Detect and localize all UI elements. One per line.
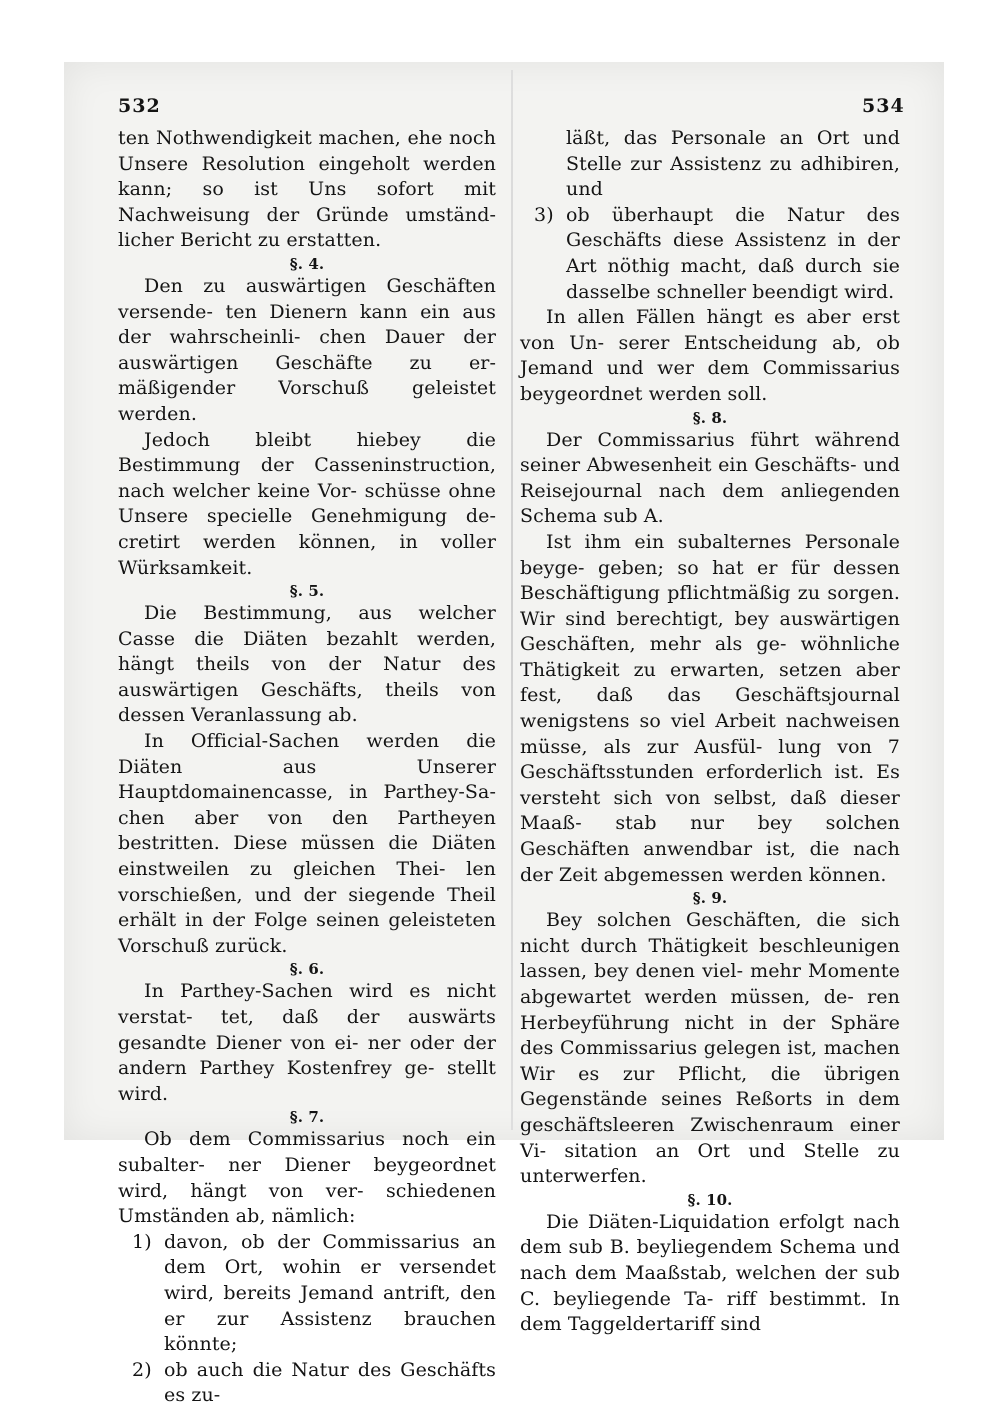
book-gutter	[511, 70, 513, 1130]
paragraph: Jedoch bleibt hiebey die Bestimmung der Casseninstruction, nach welcher keine Vor- schüsse ohne Unsere specielle Genehmigung de- cretirt werden können, in voller Würksamkeit.	[118, 428, 496, 579]
section-heading-9: §. 9.	[692, 889, 728, 908]
section-heading-7: §. 7.	[289, 1108, 325, 1127]
paragraph: Den zu auswärtigen Geschäften versende- ten Dienern kann ein aus der wahrscheinli- chen Dauer der auswärtigen Geschäfte zu er- mäßigender Vorschuß geleistet werden.	[118, 274, 497, 425]
page-number-right: 534	[862, 95, 905, 117]
left-page-text	[118, 126, 496, 1409]
paragraph: In Parthey-Sachen wird es nicht verstat- tet, daß der auswärts gesandte Diener von ei- ner oder der andern Parthey Kostenfrey ge- stellt wird.	[118, 980, 497, 1105]
paragraph: Ist ihm ein subalternes Personale beyge- geben; so hat er für dessen Beschäftigung pflichtmäßig zu sorgen. Wir sind berechtigt, bey auswärtigen Geschäften, mehr als ge- wöhnliche Thätigkeit zu erwarten, setzen aber fest, daß das Geschäftsjournal wenigstens so viel Arbeit nachweisen müsse, als zur Ausfül- lung von 7 Geschäftsstunden erforderlich ist. Es versteht sich von selbst, daß dieser Maaß- stab nur bey solchen Geschäften anwendbar ist, die nach der Zeit abgemessen werden können.	[520, 530, 901, 886]
paragraph: Die Diäten-Liquidation erfolgt nach dem sub B. beyliegendem Schema und nach dem Maaßstab, welchen der sub C. beyliegende Ta- riff bestimmt. In dem Taggeldertariff sind	[520, 1210, 900, 1336]
paragraph: In allen Fällen hängt es aber erst von Un- serer Entscheidung ab, ob Jemand und wer dem Commissarius beygeordnet werden soll.	[520, 306, 901, 405]
paragraph: Die Bestimmung, aus welcher Casse die Diäten bezahlt werden, hängt theils von der Natur des auswärtigen Geschäfts, theils von dessen Veranlassung ab.	[118, 602, 497, 727]
right-page-text	[520, 126, 900, 1338]
section-heading-5: §. 5.	[289, 582, 325, 601]
paragraph: Ob dem Commissarius noch ein subalter- ner Diener beygeordnet wird, hängt von ver- schiedenen Umständen ab, nämlich:	[118, 1128, 497, 1228]
list-item-continued: läßt, das Personale an Ort und Stelle zur Assistenz zu adhibiren, und	[566, 127, 901, 201]
paragraph: ten Nothwendigkeit machen, ehe noch Unsere Resolution eingeholt werden kann; so ist Uns sofort mit Nachweisung der Gründe umständ- licher Bericht zu erstatten.	[118, 127, 496, 252]
paragraph: Der Commissarius führt während seiner Abwesenheit ein Geschäfts- und Reisejournal nach dem anliegenden Schema sub A.	[520, 428, 901, 528]
list-item: 1) davon, ob der Commissarius an dem Ort, wohin er versendet wird, bereits Jemand antrift, den er zur Assistenz brauchen könnte;	[132, 1230, 497, 1356]
paragraph: Bey solchen Geschäften, die sich nicht durch Thätigkeit beschleunigen lassen, bey denen viel- mehr Momente abgewartet werden müssen, de- ren Herbeyführung nicht in der Sphäre des Commissarius gelegen ist, machen Wir es zur Pflicht, die übrigen Gegenstände seines Reßorts in dem geschäftsleeren Zwischenraum einer Vi- sitation an Ort und Stelle zu unterwerfen.	[520, 909, 901, 1188]
list-item: 2) ob auch die Natur des Geschäfts es zu-	[132, 1358, 496, 1407]
page-number-left: 532	[118, 95, 161, 117]
paragraph: In Official-Sachen werden die Diäten aus Unserer Hauptdomainencasse, in Parthey-Sa- chen aber von den Partheyen bestritten. Diese müssen die Diäten einstweilen zu gleichen Thei- len vorschießen, und der siegende Theil erhält in der Folge seinen geleisteten Vorschuß zurück.	[118, 730, 497, 957]
list-item: 3) ob überhaupt die Natur des Geschäfts diese Assistenz in der Art nöthig macht, daß durch sie dasselbe schneller beendigt wird.	[534, 203, 901, 303]
section-heading-6: §. 6.	[289, 960, 325, 979]
section-heading-8: §. 8.	[692, 408, 728, 427]
section-heading-10: §. 10.	[687, 1190, 733, 1209]
section-heading-4: §. 4.	[289, 254, 325, 273]
